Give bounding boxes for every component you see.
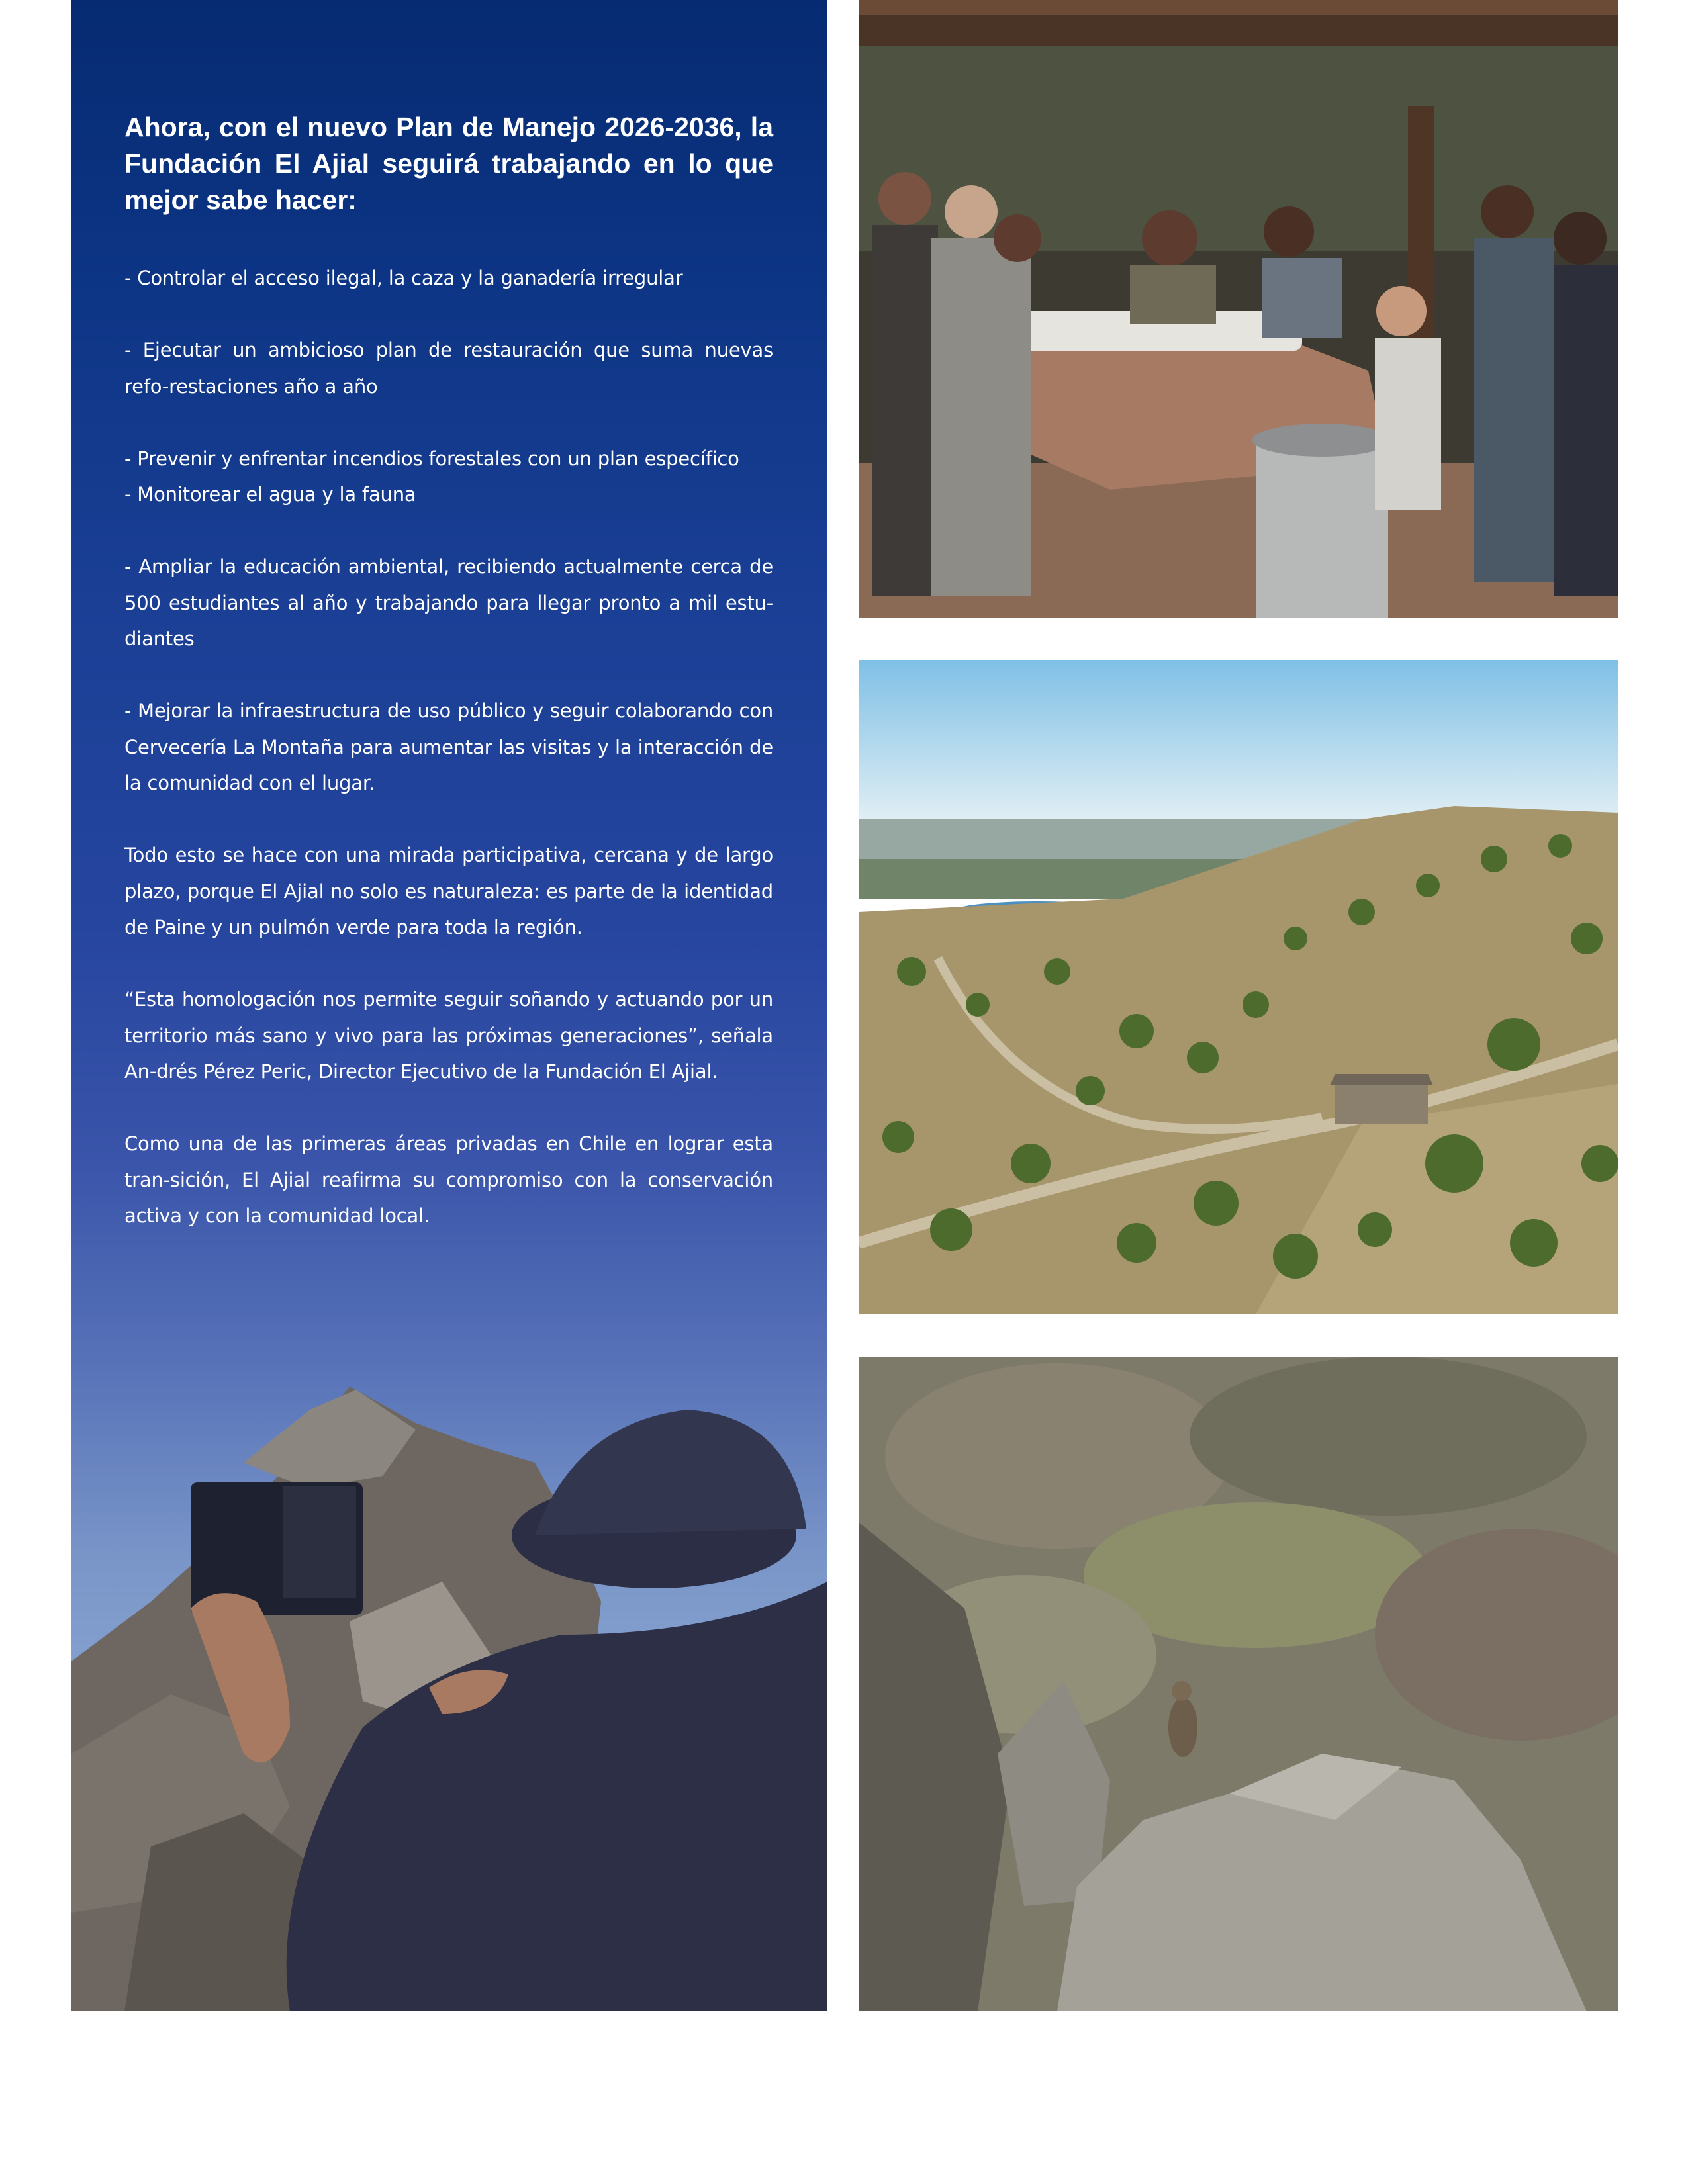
article-text bbox=[124, 109, 773, 1270]
item-access-control: - Controlar el acceso ilegal, la caza y la ganadería irregular bbox=[124, 267, 683, 289]
photo-education-group bbox=[859, 0, 1618, 618]
item-infrastructure: - Mejorar la infraestructura de uso público y seguir colaborando con Cervecería La Montaña para aumentar las visitas y la interacción de la comunidad con el lugar. bbox=[124, 700, 773, 794]
paragraph-commitment: Como una de las primeras áreas privadas en Chile en lograr esta tran-sición, El Ajial reafirma su compromiso con la conservación activa y con la comunidad local. bbox=[124, 1132, 773, 1227]
text-panel bbox=[71, 0, 827, 2011]
photo-camera-trap bbox=[71, 1383, 827, 2011]
item-restoration: - Ejecutar un ambicioso plan de restauración que suma nuevas refo-restaciones año a año bbox=[124, 339, 773, 398]
item-monitoring: - Monitorear el agua y la fauna bbox=[124, 483, 416, 506]
section-heading: Ahora, con el nuevo Plan de Manejo 2026-2036, la Fundación El Ajial seguirá trabajando en lo que mejor sabe hacer: bbox=[124, 112, 773, 215]
photo-aerial-landscape bbox=[859, 660, 1618, 1314]
item-education: - Ampliar la educación ambiental, recibiendo actualmente cerca de 500 estudiantes al año y trabajando para llegar pronto a mil estu-diantes bbox=[124, 555, 773, 650]
paragraph-identity: Todo esto se hace con una mirada participativa, cercana y de largo plazo, porque El Ajial no solo es naturaleza: es parte de la identidad de Paine y un pulmón verde para toda la región. bbox=[124, 844, 773, 938]
photo-wildlife-rock bbox=[859, 1357, 1618, 2011]
item-fire-prevention: - Prevenir y enfrentar incendios forestales con un plan específico bbox=[124, 447, 739, 470]
paragraph-quote: “Esta homologación nos permite seguir soñando y actuando por un territorio más sano y vivo para las próximas generaciones”, señala An-drés Pérez Peric, Director Ejecutivo de la Fundación El Ajial. bbox=[124, 988, 773, 1083]
